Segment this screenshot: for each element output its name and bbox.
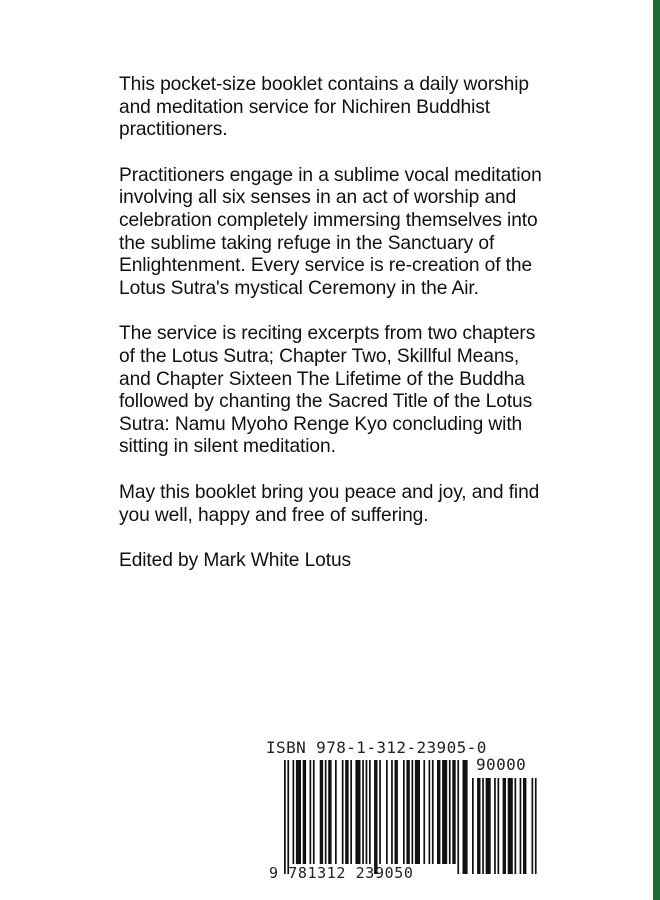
barcode-bar: [296, 760, 301, 864]
barcode-bar: [328, 760, 331, 864]
addon-bar: [472, 778, 474, 874]
editor-credit: Edited by Mark White Lotus: [119, 550, 352, 572]
addon-bar: [508, 778, 513, 874]
barcode-bar: [303, 760, 306, 864]
isbn-barcode: [266, 738, 546, 888]
addon-bar: [532, 778, 534, 874]
barcode-bar: [452, 760, 455, 864]
barcode-bar: [293, 760, 295, 864]
spine-stripe: [653, 0, 660, 900]
barcode-bar: [423, 760, 425, 864]
barcode-bar: [362, 760, 364, 864]
addon-bar: [535, 778, 537, 874]
barcode-bar: [386, 760, 388, 864]
addon-bar: [520, 778, 522, 874]
barcode-bar: [406, 760, 409, 864]
ean-digits: 9 781312 239050: [269, 864, 414, 882]
barcode-bar: [369, 760, 371, 864]
barcode-bar: [313, 760, 315, 864]
barcode-bar: [350, 760, 352, 864]
addon-bar: [477, 778, 480, 874]
barcode-bar: [342, 760, 344, 864]
barcode-bar: [325, 760, 327, 864]
blessing-paragraph: May this booklet bring you peace and joy, and find you well, happy and free of suffering.: [119, 481, 540, 526]
addon-bar: [523, 778, 526, 874]
barcode-bar: [345, 760, 348, 864]
barcode-bar: [412, 760, 414, 864]
barcode-bar: [379, 760, 381, 864]
barcode-bar: [463, 760, 468, 874]
barcode-bar: [391, 760, 393, 864]
back-cover-text: [119, 74, 549, 573]
description-paragraph-2: Practitioners engage in a sublime vocal meditation involving all six senses in an act of worship and celebration completely immersing themselves into the sublime taking refuge in the Sanctuary of Enlightenment. Every service is re-creation of the Lotus Sutra's mystical Ceremony in the Air.: [119, 164, 542, 299]
description-paragraph-1: This pocket-size booklet contains a daily worship and meditation service for Nichiren Buddhist practitioners.: [119, 74, 529, 141]
isbn-label: ISBN 978-1-312-23905-0: [266, 738, 487, 757]
addon-bar: [503, 778, 506, 874]
barcode-bar: [366, 760, 368, 864]
barcode-bar: [320, 760, 323, 864]
barcode-bar: [287, 760, 289, 874]
barcode-bar: [374, 760, 377, 874]
addon-bar: [498, 778, 500, 874]
barcode-bar: [449, 760, 451, 864]
addon-bar: [494, 778, 496, 874]
barcode-bar: [442, 760, 447, 864]
description-paragraph-3: The service is reciting excerpts from two chapters of the Lotus Sutra; Chapter Two, Skillful Means, and Chapter Sixteen The Lifetime of the Buddha followed by chanting the Sacred Title of the Lotus Sutra: Namu Myoho Renge Kyo concluding with sitting in silent meditation.: [119, 323, 536, 458]
barcode-bar: [415, 760, 420, 864]
addon-bar: [515, 778, 517, 874]
barcode-bar: [310, 760, 312, 864]
addon-bar: [482, 778, 484, 874]
barcode-bar: [432, 760, 434, 864]
barcode-bar: [429, 760, 431, 864]
barcode-bar: [335, 760, 337, 864]
barcode-bar: [437, 760, 440, 864]
barcode-bar: [457, 760, 459, 874]
barcode-bar: [355, 760, 360, 864]
addon-bar: [486, 778, 491, 874]
addon-price-code: 90000: [476, 755, 527, 774]
barcode-bar: [403, 760, 405, 864]
barcode-bar: [284, 760, 286, 874]
barcode-bar: [395, 760, 398, 864]
